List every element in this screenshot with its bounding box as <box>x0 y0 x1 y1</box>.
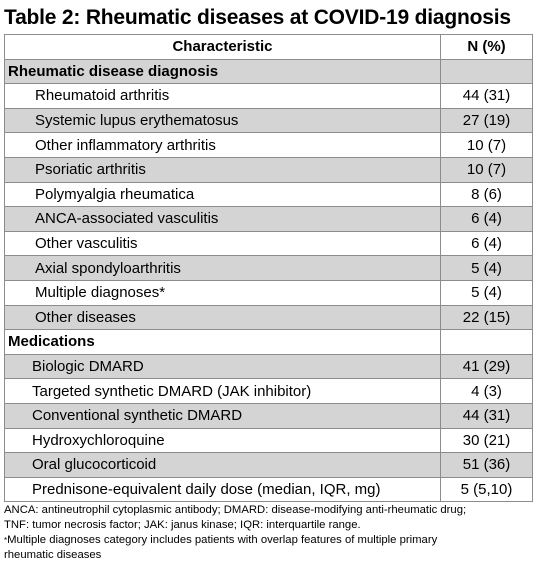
section-empty-cell <box>441 59 533 84</box>
row-label: Polymyalgia rheumatica <box>5 182 441 207</box>
row-label: Systemic lupus erythematosus <box>5 108 441 133</box>
table-row <box>5 403 533 428</box>
row-label: Targeted synthetic DMARD (JAK inhibitor) <box>5 379 441 404</box>
table-row <box>5 453 533 478</box>
row-label: Hydroxychloroquine <box>5 428 441 453</box>
table-row <box>5 108 533 133</box>
table-row <box>5 354 533 379</box>
section-row-medications <box>5 330 533 355</box>
row-label: Conventional synthetic DMARD <box>5 403 441 428</box>
row-value: 6 (4) <box>441 207 533 232</box>
table-row <box>5 231 533 256</box>
row-label: ANCA-associated vasculitis <box>5 207 441 232</box>
footnote-line: rheumatic diseases <box>4 549 102 561</box>
row-label: Other vasculitis <box>5 231 441 256</box>
row-label: Other diseases <box>5 305 441 330</box>
table-row <box>5 477 533 502</box>
row-value: 44 (31) <box>441 403 533 428</box>
row-value: 44 (31) <box>441 84 533 109</box>
row-value: 6 (4) <box>441 231 533 256</box>
column-header-characteristic: Characteristic <box>5 35 441 60</box>
section-heading: Rheumatic disease diagnosis <box>5 59 441 84</box>
table-row <box>5 256 533 281</box>
row-value: 5 (4) <box>441 280 533 305</box>
table-row <box>5 133 533 158</box>
row-value: 4 (3) <box>441 379 533 404</box>
row-value: 41 (29) <box>441 354 533 379</box>
table-row <box>5 157 533 182</box>
footnote-line: ANCA: antineutrophil cytoplasmic antibody; DMARD: disease-modifying anti-rheumatic drug; <box>4 504 467 516</box>
row-label: Rheumatoid arthritis <box>5 84 441 109</box>
rheumatic-diseases-table <box>4 34 533 502</box>
section-row-diagnosis <box>5 59 533 84</box>
table-row <box>5 280 533 305</box>
table-row <box>5 428 533 453</box>
row-value: 5 (4) <box>441 256 533 281</box>
table-title: Table 2: Rheumatic diseases at COVID-19 diagnosis <box>4 6 511 29</box>
table-row <box>5 182 533 207</box>
table-row <box>5 379 533 404</box>
table-row <box>5 305 533 330</box>
table-footnotes <box>4 503 540 563</box>
footnote-marker: * <box>4 536 8 545</box>
section-heading: Medications <box>5 330 441 355</box>
row-label: Prednisone-equivalent daily dose (median, IQR, mg) <box>5 477 441 502</box>
section-empty-cell <box>441 330 533 355</box>
row-value: 30 (21) <box>441 428 533 453</box>
row-label: Multiple diagnoses* <box>5 280 441 305</box>
row-value: 8 (6) <box>441 182 533 207</box>
row-label: Psoriatic arthritis <box>5 157 441 182</box>
row-label: Other inflammatory arthritis <box>5 133 441 158</box>
row-value: 22 (15) <box>441 305 533 330</box>
row-value: 10 (7) <box>441 157 533 182</box>
row-value: 5 (5,10) <box>441 477 533 502</box>
row-label: Axial spondyloarthritis <box>5 256 441 281</box>
row-label: Oral glucocorticoid <box>5 453 441 478</box>
row-value: 27 (19) <box>441 108 533 133</box>
footnote-line: TNF: tumor necrosis factor; JAK: janus kinase; IQR: interquartile range. <box>4 519 361 531</box>
table-row <box>5 84 533 109</box>
row-value: 51 (36) <box>441 453 533 478</box>
table-header-row <box>5 35 533 60</box>
footnote-line <box>4 533 540 548</box>
footnote-text: Multiple diagnoses category includes patients with overlap features of multiple primary <box>7 534 438 546</box>
row-label: Biologic DMARD <box>5 354 441 379</box>
table-row <box>5 207 533 232</box>
column-header-n-percent: N (%) <box>441 35 533 60</box>
row-value: 10 (7) <box>441 133 533 158</box>
